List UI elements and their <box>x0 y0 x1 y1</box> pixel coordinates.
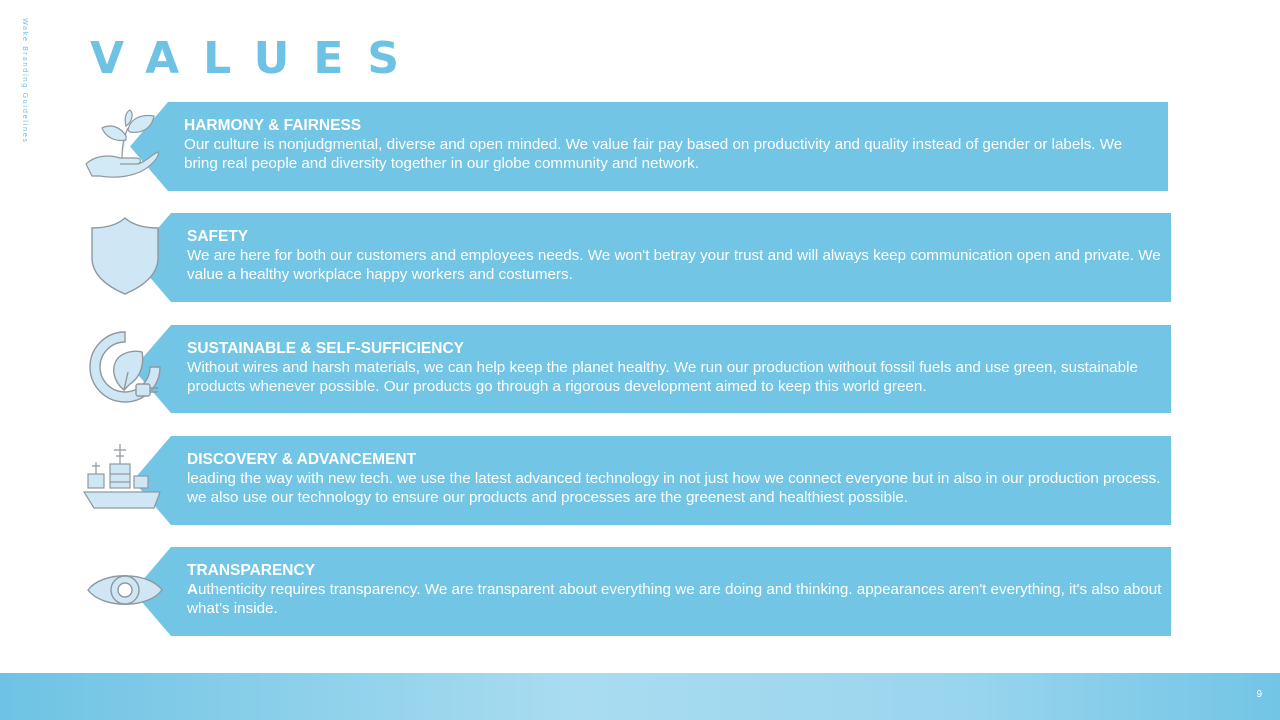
value-body: leading the way with new tech. we use the latest advanced technology in not just how we connect everyone but in also in our production process. we also use our technology to ensure our products and processes are the greenest and healthiest possible. <box>187 470 1161 506</box>
value-heading: SUSTAINABLE & SELF-SUFFICIENCY <box>187 340 464 357</box>
value-body: We are here for both our customers and employees needs. We won't betray your trust and will always keep communication open and private. We value a healthy workplace happy workers and costumers. <box>187 247 1161 283</box>
value-heading: SAFETY <box>187 228 249 245</box>
value-text-harmony <box>184 116 1159 173</box>
value-body <box>187 580 1162 618</box>
value-heading: TRANSPARENCY <box>187 562 316 579</box>
plant-hand-icon <box>80 106 162 188</box>
page-number: 9 <box>1256 689 1262 700</box>
drop-letter: A <box>187 581 198 598</box>
value-text-discovery <box>187 450 1162 507</box>
eye-icon <box>84 549 166 631</box>
value-text-sustainable <box>187 339 1167 396</box>
value-body: Without wires and harsh materials, we can help keep the planet healthy. We run our production without fossil fuels and use green, sustainable products whenever possible. Our products go through a rigorous development aimed to keep this world green. <box>187 359 1138 395</box>
value-body-rest: uthenticity requires transparency. We are transparent about everything we are doing and thinking. appearances aren't everything, it's also about what's inside. <box>187 581 1162 617</box>
value-heading: HARMONY & FAIRNESS <box>184 117 362 134</box>
value-body: Our culture is nonjudgmental, diverse and open minded. We value fair pay based on productivity and quality instead of gender or labels. We bring real people and diversity together in our globe community and network. <box>184 136 1123 172</box>
value-text-transparency <box>187 561 1162 618</box>
side-label: Wake Branding Guidelines <box>21 18 29 144</box>
value-heading: DISCOVERY & ADVANCEMENT <box>187 451 417 468</box>
eco-plug-icon <box>84 326 166 408</box>
page-title: VALUES <box>90 33 424 84</box>
footer-band <box>0 673 1280 720</box>
value-text-safety <box>187 227 1162 284</box>
ship-icon <box>80 438 162 520</box>
shield-icon <box>84 214 166 296</box>
